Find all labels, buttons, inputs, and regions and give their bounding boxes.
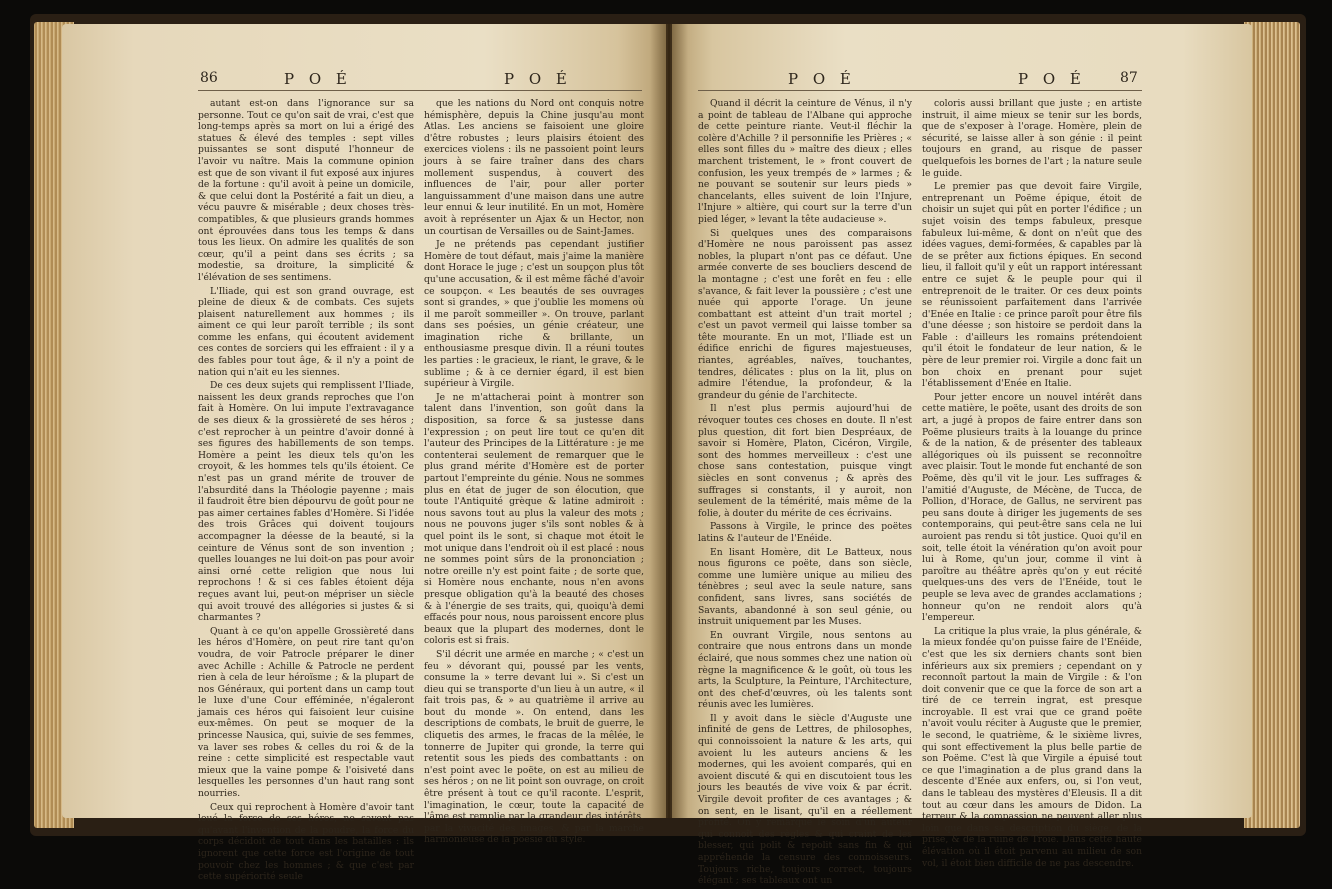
- paragraph: Pour jetter encore un nouvel intérêt dans cette matière, le poëte, usant des droits de son art, a jugé à propos de faire entrer dans son Poëme plusieurs traits à la louange du prince & de la nation, & de présenter des tableaux allégoriques où ils puissent se reconnoître avec plaisir. Tout le monde fut enchanté de son Poëme, dès qu'il vit le jour. Les suffrages & l'amitié d'Auguste, de Mécène, de Tucca, de Pollion, d'Horace, de Gallus, ne servirent pas peu sans doute à diriger les jugements de ses contemporains, qui peut-être sans cela ne lui auroient pas rendu si tôt justice. Quoi qu'il en soit, telle étoit la vénération qu'on avoit pour lui à Rome, qu'un jour, comme il vint à paroître au théâtre après qu'on y eut récité quelques-uns des vers de l'Enéide, tout le peuple se leva avec de grandes acclamations ; honneur qu'on ne rendoit alors qu'à l'empereur.: [922, 391, 1142, 624]
- paragraph: De ces deux sujets qui remplissent l'Iliade, naissent les deux grands reproches que l'on fait à Homère. On lui impute l'extravagance de ses dieux & la grossièreté de ses héros ; c'est reprocher à un peintre d'avoir donné à ses figures des habillements de son temps. Homère a peint les dieux tels qu'on les croyoit, & les hommes tels qu'ils étoient. Ce n'est pas un grand mérite de trouver de l'absurdité dans la Théologie payenne ; mais il faudroit être bien dépourvu de goût pour ne pas aimer certaines fables d'Homère. Si l'idée des trois Grâces qui doivent toujours accompagner la déesse de la beauté, si la ceinture de Vénus sont de son invention ; quelles louanges ne lui doit-on pas pour avoir ainsi orné cette religion que nous lui reprochons ! & si ces fables étoient déja reçues avant lui, peut-on mépriser un siècle qui avoit trouvé des allégories si justes & si charmantes ?: [198, 380, 414, 624]
- paragraph: Passons à Virgile, le prince des poëtes latins & l'auteur de l'Enéide.: [698, 521, 912, 544]
- paragraph: Si quelques unes des comparaisons d'Homère ne nous paroissent pas assez nobles, la plupart n'ont pas ce défaut. Une armée converte de ses boucliers descend de la montagne ; c'est une forêt en feu : elle s'avance, & fait lever la poussière ; c'est une nuée qui apporte l'orage. Un jeune combattant est atteint d'un trait mortel ; c'est un pavot vermeil qui laisse tomber sa tête mourante. En un mot, l'Iliade est un édifice enrichi de figures majestueuses, riantes, agréables, naïves, touchantes, tendres, délicates : plus on la lit, plus on admire l'étendue, la profondeur, & la grandeur du génie de l'architecte.: [698, 227, 912, 401]
- paragraph: La critique la plus vraie, la plus générale, & la mieux fondée qu'on puisse faire de l'Enéide, c'est que les six derniers chants sont bien inférieurs aux six premiers ; cependant on y reconnoît partout la main de Virgile : & l'on doit convenir que ce que la force de son art a tiré de ce terrein ingrat, est presque incroyable. Il est vrai que ce grand poëte n'avoit voulu réciter à Auguste que le premier, le second, le quatrième, & le sixième livres, qui sont effectivement la plus belle partie de son Poëme. C'est là que Virgile a épuisé tout ce que l'imagination a de plus grand dans la descente d'Enée aux enfers, ou, si l'on veut, dans le tableau des mystères d'Eleusis. Il a dit tout au cœur dans les amours de Didon. La terreur & la compassion ne peuvent aller plus loin que dans sa description du siège, de la prise, & de la ruine de Troie. Dans cette haute élévation où il étoit parvenu au milieu de son vol, il étoit bien difficile de ne pas descendre.: [922, 625, 1142, 869]
- paragraph: Le premier pas que devoit faire Virgile, entreprenant un Poëme épique, étoit de choisir un sujet qui pût en porter l'édifice ; un sujet voisin des temps fabuleux, presque fabuleux lui-même, & dont on n'eût que des idées vagues, demi-formées, & capables par là de se prêter aux fictions épiques. En second lieu, il falloit qu'il y eût un rapport intéressant entre ce sujet & le peuple pour qui il entreprenoit de le traiter. Or ces deux points se réunissoient parfaitement dans l'arrivée d'Enée en Italie : ce prince paroît pour être fils d'une déesse ; son histoire se perdoit dans la Fable : d'ailleurs les romains prétendoient qu'il étoit le fondateur de leur nation, & le père de leur premier roi. Virgile a donc fait un bon choix en prenant pour sujet l'établissement d'Enée en Italie.: [922, 181, 1142, 390]
- paragraph: autant est-on dans l'ignorance sur sa personne. Tout ce qu'on sait de vrai, c'est que long-temps après sa mort on lui a érigé des statues & élevé des temples : sept villes puissantes se sont disputé l'honneur de l'avoir vu naître. Mais la commune opinion est que de son vivant il fut exposé aux injures de la fortune : qu'il avoit à peine un domicile, & que celui dont la Postérité a fait un dieu, a vécu pauvre & misérable ; deux choses très-compatibles, & que plusieurs grands hommes ont éprouvées dans tous les temps & dans tous les lieux. On admire les qualités de son cœur, qu'il a peint dans ses écrits ; sa modestie, sa droiture, la simplicité & l'élévation de ses sentimens.: [198, 98, 414, 283]
- running-head-left-2: P O É: [504, 70, 572, 88]
- paragraph: Quant à ce qu'on appelle Grossièreté dans les héros d'Homère, on peut rire tant qu'on voudra, de voir Patrocle préparer le diner avec Achille : Achille & Patrocle ne perdent rien à cela de leur héroïsme ; & la plupart de nos Généraux, qui portent dans un camp tout le luxe d'une Cour efféminée, n'égaleront jamais ces héros qui faisoient leur cuisine eux-mêmes. On peut se moquer de la princesse Nausica, qui, suivie de ses femmes, va laver ses robes & celles du roi & de la reine : cette simplicité est respectable vaut mieux que la vaine pompe & l'oisiveté dans lesquelles les personnes d'un haut rang sont nourries.: [198, 625, 414, 800]
- paragraph: S'il décrit une armée en marche ; « c'est un feu » dévorant qui, poussé par les vents, consume la » terre devant lui ». Si c'est un dieu qui se transporte d'un lieu à un autre, « il fait trois pas, & » au quatrième il arrive au bout du monde ». On entend, dans les descriptions de combats, le bruit de guerre, le cliquetis des armes, le fracas de la mêlée, le tonnerre de Jupiter qui gronde, la terre qui retentit sous les pieds des combattants : on n'est point avec le poëte, on est au milieu de ses héros ; on ne lit point son ouvrage, on croit être présent à tout ce qu'il raconte. L'esprit, l'imagination, le cœur, toute la capacité de l'âme est remplie par la grandeur des intérêts, par la vivacité des images, & par la marche harmonieuse de la poésie du style.: [424, 648, 644, 846]
- paragraph: Il y avoit dans le siècle d'Auguste une infinité de gens de Lettres, de philosophes, qui connoissoient la nature & les arts, qui avoient lu les auteurs anciens & les modernes, qui les avoient comparés, qui en avoient discuté & qui en discutoient tous les jours les beautés de vive voix & par écrit. Virgile devoit profiter de ces avantages ; & on sent, en le lisant, qu'il en a réellement profité. On y remarque le soin d'un auteur qui connoît des règles & qui craint de les blesser, qui polit & repolit sans fin & qui appréhende la censure des connoisseurs. Toujours riche, toujours correct, toujours élégant ; ses tableaux ont un: [698, 712, 912, 887]
- page-number-right: 87: [1120, 70, 1138, 86]
- paragraph: En ouvrant Virgile, nous sentons au contraire que nous entrons dans un monde éclairé, que nous sommes chez une nation où règne la magnificence & le goût, où tous les arts, la Sculpture, la Peinture, l'Architecture, ont des chef-d'œuvres, où les talents sont réunis avec les lumières.: [698, 629, 912, 711]
- paragraph: Quand il décrit la ceinture de Vénus, il n'y a point de tableau de l'Albane qui approche de cette peinture riante. Veut-il fléchir la colère d'Achille ? il personnifie les Prières ; « elles sont filles du » maître des dieux ; elles marchent tristement, le » front couvert de confusion, les yeux trempés de » larmes ; & ne pouvant se soutenir sur leurs pieds » chancelants, elles suivent de loin l'Injure, l'Injure » altière, qui court sur la terre d'un pied léger, » levant la tête audacieuse ».: [698, 98, 912, 225]
- running-head-right-1: P O É: [788, 70, 856, 88]
- paragraph: L'Iliade, qui est son grand ouvrage, est pleine de dieux & de combats. Ces sujets plaisent naturellement aux hommes ; ils aiment ce qui leur paroît terrible ; ils sont comme les enfans, qui écoutent avidement ces contes de sorciers qui les effraient : il y a des fables pour tout âge, & il n'y a point de nation qui n'ait eu les siennes.: [198, 285, 414, 378]
- book-gutter: [650, 24, 688, 818]
- left-page: [62, 24, 666, 883]
- head-rule-left: [198, 90, 642, 91]
- paragraph: Ceux qui reprochent à Homère d'avoir tant loué la force de ses héros, ne savent pas qu'avant l'invention de la poudre, la force du corps décidoit de tout dans les batailles : ils ignorent que cette force est l'origine de tout pouvoir chez les hommes ; & que c'est par cette supériorité seule: [198, 801, 414, 883]
- head-rule-right: [698, 90, 1142, 91]
- left-page-column-1: [198, 98, 414, 885]
- right-page: [672, 24, 1252, 887]
- right-page-column-1: [698, 98, 912, 889]
- page-edges-right: [1244, 22, 1300, 828]
- right-page-column-2: [922, 98, 1142, 871]
- paragraph: que les nations du Nord ont conquis notre hémisphère, depuis la Chine jusqu'au mont Atlas. Les anciens se faisoient une gloire d'être robustes ; leurs plaisirs étoient des exercices violens : ils ne passoient point leurs jours à se faire traîner dans des chars mollement suspendus, à couvert des influences de l'air, pour aller porter languissamment d'une maison dans une autre leur ennui & leur inutilité. En un mot, Homère avoit à représenter un Ajax & un Hector, non un courtisan de Versailles ou de Saint-James.: [424, 98, 644, 237]
- paragraph: Il n'est plus permis aujourd'hui de révoquer toutes ces choses en doute. Il n'est plus question, dit fort bien Despréaux, de savoir si Homère, Platon, Cicéron, Virgile, sont des hommes merveilleux : c'est une chose sans contestation, puisque vingt siècles en sont convenus ; & après des suffrages si constants, il y auroit, non seulement de la témérité, mais même de la folie, à douter du mérite de ces écrivains.: [698, 403, 912, 519]
- running-head-right-2: P O É: [1018, 70, 1086, 88]
- left-page-column-2: [424, 98, 644, 848]
- paragraph: Je ne prétends pas cependant justifier Homère de tout défaut, mais j'aime la manière dont Horace le juge ; c'est un soupçon plus tôt qu'une accusation, & il est même fâché d'avoir ce soupçon. « Les beautés de ses ouvrages sont si grandes, » que j'oublie les momens où il me paroît sommeiller ». On trouve, parlant dans ses poésies, un génie créateur, une imagination riche & brillante, un enthousiasme presque divin. Il a réuni toutes les parties : le gracieux, le riant, le grave, & le sublime ; & à ce dernier égard, il est bien supérieur à Virgile.: [424, 239, 644, 390]
- paragraph: Je ne m'attacherai point à montrer son talent dans l'invention, son goût dans la disposition, sa force & sa justesse dans l'expression ; on peut lire tout ce qu'en dit l'auteur des Principes de la Littérature : je me contenterai seulement de remarquer que le plus grand mérite d'Homère est de porter partout l'empreinte du génie. Nous ne sommes plus en état de juger de son élocution, que toute l'Antiquité grèque & latine admiroit : nous savons tout au plus la valeur des mots ; nous ne pouvons juger s'ils sont nobles & à quel point ils le sont, si chaque mot étoit le mot unique dans l'endroit où il est placé : nous ne sommes point sûrs de la prononciation ; notre oreille n'y est point faite ; de sorte que, si Homère nous enchante, nous n'en avons presque obligation qu'à la beauté des choses & à l'énergie de ses traits, qui, quoiqu'à demi effacés pour nous, nous paroissent encore plus beaux que la plupart des modernes, dont le coloris est si frais.: [424, 391, 644, 647]
- page-number-left: 86: [200, 70, 218, 86]
- paragraph: coloris aussi brillant que juste ; en artiste instruit, il aime mieux se tenir sur les bords, que de s'exposer à l'orage. Homère, plein de sécurité, se laisse aller à son génie : il peint toujours en grand, au risque de passer quelquefois les bornes de l'art ; la nature seule le guide.: [922, 98, 1142, 179]
- running-head-left-1: P O É: [284, 70, 352, 88]
- paragraph: En lisant Homère, dit Le Batteux, nous nous figurons ce poëte, dans son siècle, comme une lumière unique au milieu des ténèbres ; seul avec la seule nature, sans confident, sans livres, sans sociétés de Savants, abandonné à son seul génie, ou instruit uniquement par les Muses.: [698, 546, 912, 628]
